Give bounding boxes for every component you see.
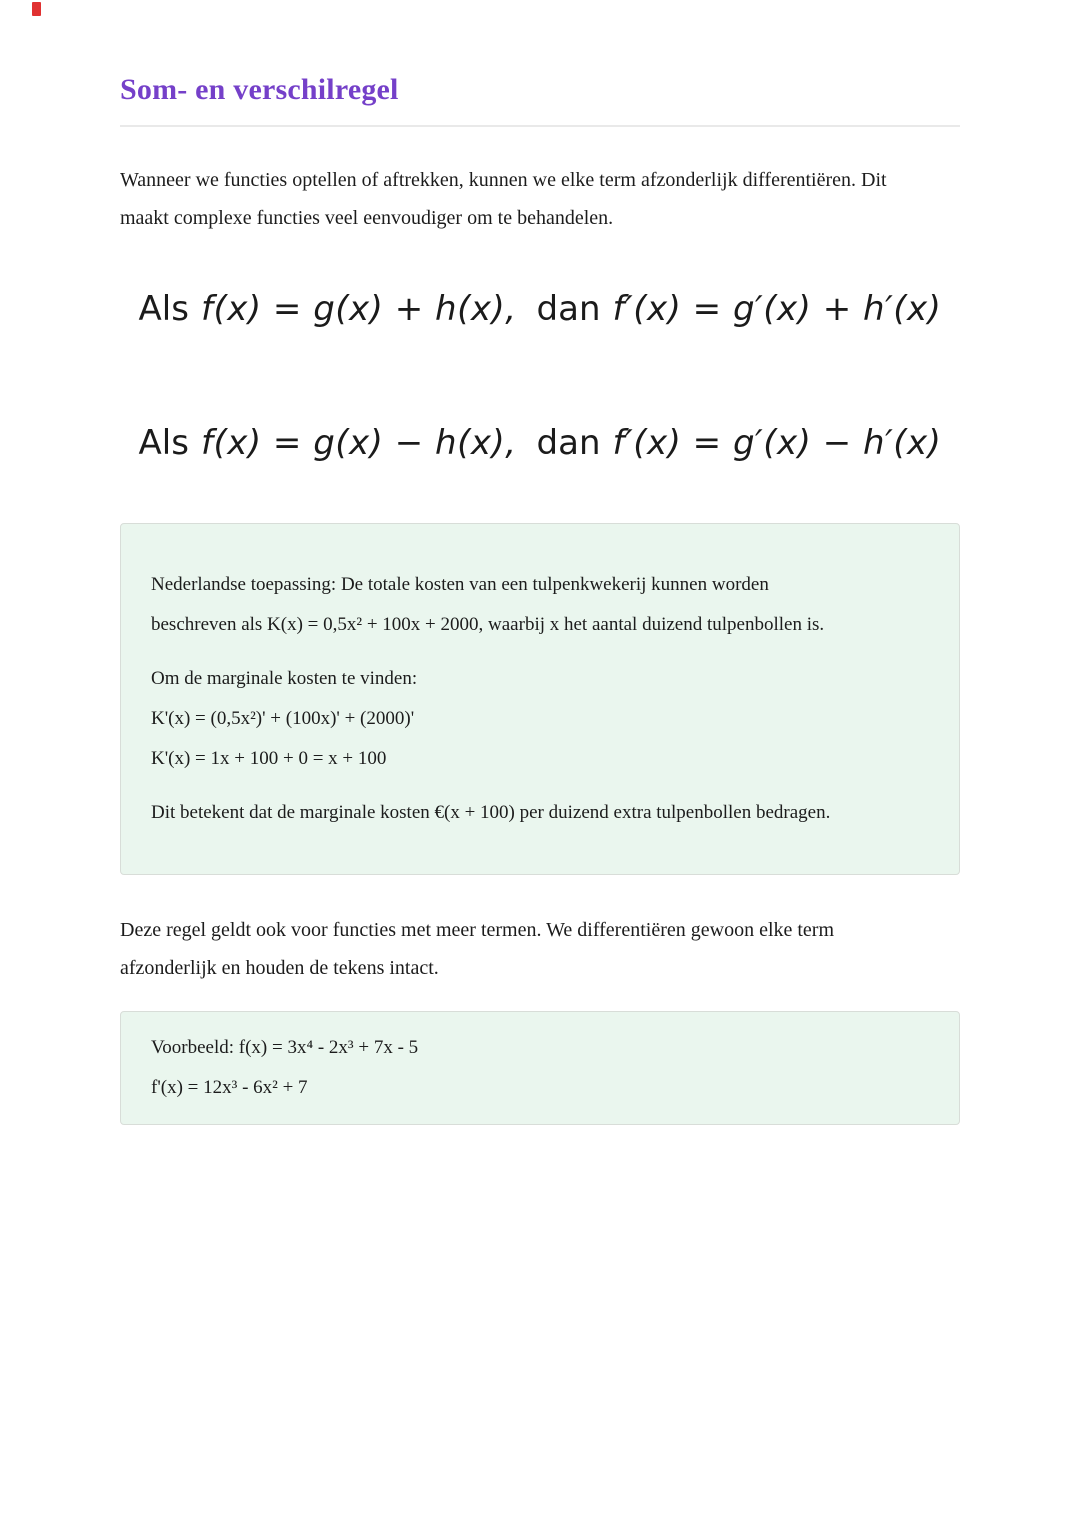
formula-prefix: Als — [138, 289, 189, 329]
title-divider — [120, 125, 960, 127]
callout-steps — [151, 659, 929, 779]
example-line: f'(x) = 12x³ - 6x² + 7 — [151, 1077, 308, 1098]
formula-prefix: Als — [138, 423, 189, 463]
formula-lhs: f(x) = g(x) + h(x), — [200, 289, 517, 329]
example-line: Voorbeeld: f(x) = 3x⁴ - 2x³ + 7x - 5 — [151, 1037, 419, 1058]
callout-conclusion: Dit betekent dat de marginale kosten €(x + 100) per duizend extra tulpenbollen bedragen. — [151, 802, 831, 823]
formula-connector: dan — [536, 289, 601, 329]
sum-rule-formula — [120, 287, 960, 331]
text-line: beschreven als K(x) = 0,5x² + 100x + 2000, waarbij x het aantal duizend tulpenbollen is. — [151, 614, 825, 635]
callout-intro — [151, 565, 929, 645]
text-line: Deze regel geldt ook voor functies met meer termen. We differentiëren gewoon elke term — [120, 919, 835, 941]
difference-rule-formula — [120, 421, 960, 465]
callout-step: K'(x) = 1x + 100 + 0 = x + 100 — [151, 748, 387, 769]
text-line: Wanneer we functies optellen of aftrekken, kunnen we elke term afzonderlijk differentiëren. Dit — [120, 169, 887, 191]
text-line: Nederlandse toepassing: De totale kosten van een tulpenkwekerij kunnen worden — [151, 574, 769, 595]
formula-lhs: f(x) = g(x) − h(x), — [200, 423, 517, 463]
text-line: afzonderlijk en houden de tekens intact. — [120, 957, 439, 979]
intro-paragraph — [120, 161, 960, 237]
application-callout — [120, 523, 960, 875]
page-title: Som- en verschilregel — [120, 73, 399, 106]
example-callout — [120, 1011, 960, 1125]
formula-connector: dan — [536, 423, 601, 463]
red-marker — [32, 2, 41, 16]
formula-rhs: f′(x) = g′(x) − h′(x) — [612, 423, 942, 463]
note-paragraph — [120, 911, 960, 987]
callout-step: Om de marginale kosten te vinden: — [151, 668, 418, 689]
text-line: maakt complexe functies veel eenvoudiger om te behandelen. — [120, 207, 614, 229]
formula-rhs: f′(x) = g′(x) + h′(x) — [612, 289, 942, 329]
callout-step: K'(x) = (0,5x²)' + (100x)' + (2000)' — [151, 708, 415, 729]
